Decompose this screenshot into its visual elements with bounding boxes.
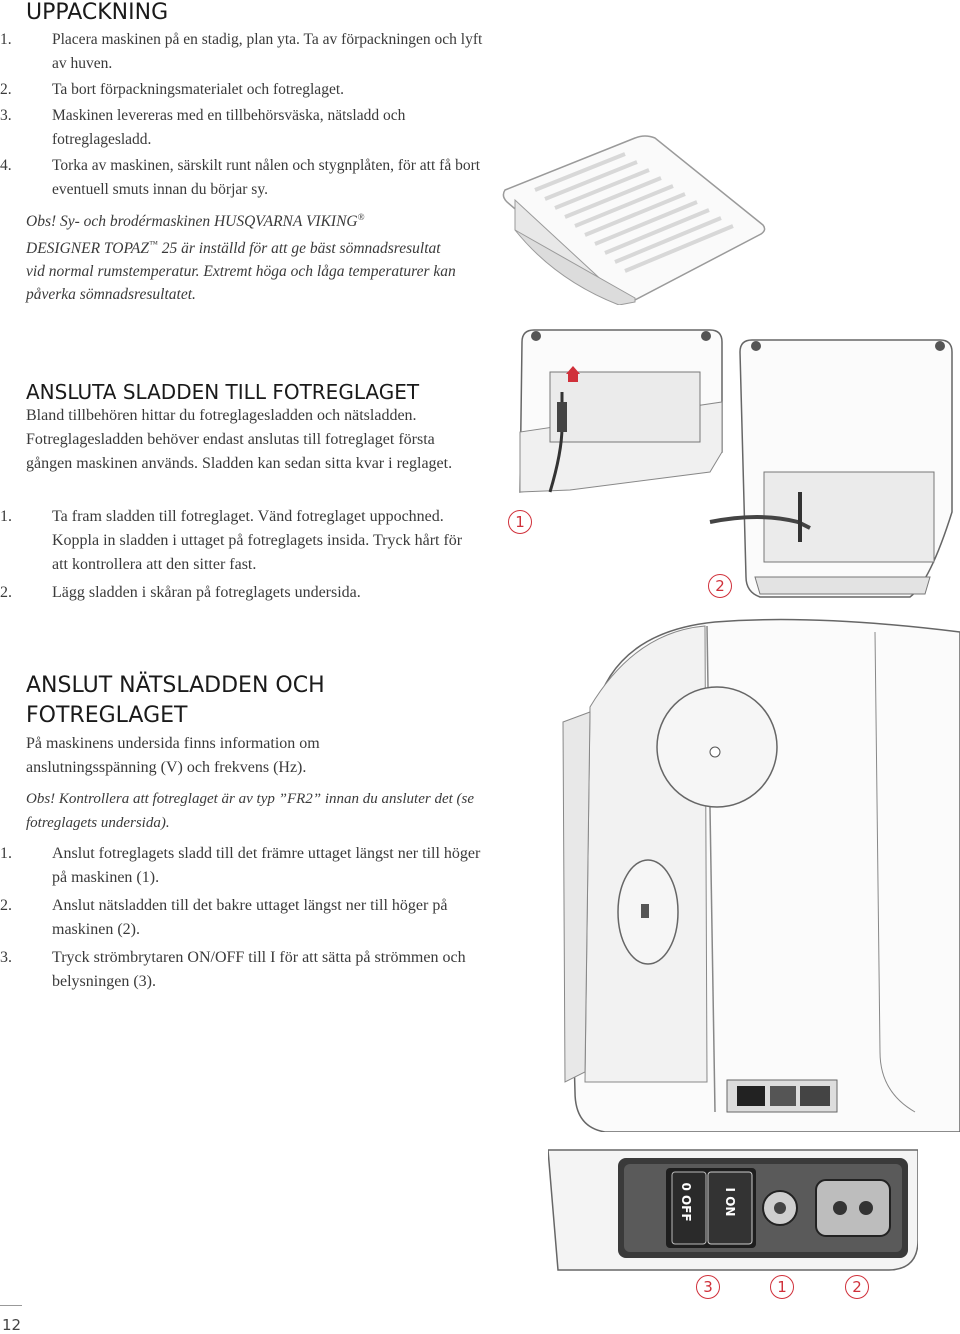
- step-number: 1.: [0, 31, 12, 48]
- list-item: [0, 78, 486, 102]
- section-heading-uppackning: UPPACKNING: [26, 0, 169, 25]
- foot-control-illustration: [495, 130, 775, 305]
- note-text: Obs! Sy- och brodérmaskinen HUSQVARNA VIKING: [26, 213, 358, 231]
- unpack-note: [26, 206, 496, 306]
- foot-control-underside-illustration: [510, 322, 960, 607]
- cord-intro-paragraph: Bland tillbehören hittar du fotreglagesladden och nätsladden. Fotreglagesladden behöver endast anslutas till fotreglaget första gången maskinen används. Sladden kan sedan sitta kvar i reglaget.: [26, 407, 453, 472]
- step-text: Maskinen levereras med en tillbehörsväska, nätsladd och fotreglagesladd.: [52, 107, 406, 148]
- note-text: påverka sömnadsresultatet.: [26, 286, 196, 304]
- power-step-list: [0, 842, 486, 994]
- heading-line: FOTREGLAGET: [26, 703, 188, 728]
- list-item: [0, 104, 486, 152]
- step-text: Placera maskinen på en stadig, plan yta. Ta av förpackningen och lyft av huven.: [52, 31, 483, 72]
- unpack-step-list: [0, 28, 486, 202]
- note-text: vid normal rumstemperatur. Extremt höga och låga temperaturer kan: [26, 263, 456, 281]
- callout-3-power-switch: 3: [696, 1275, 720, 1299]
- step-number: 3.: [0, 107, 12, 124]
- step-text: Ta bort förpackningsmaterialet och fotreglaget.: [52, 81, 345, 98]
- list-item: [0, 946, 486, 994]
- list-item: [0, 28, 486, 76]
- step-number: 4.: [0, 157, 12, 174]
- note-text: 25 är inställd för att ge bäst sömnadsresultat: [157, 240, 441, 258]
- step-text: Anslut fotreglagets sladd till det främre uttaget längst ner till höger på maskinen (1).: [52, 845, 481, 886]
- step-number: 3.: [0, 949, 12, 966]
- list-item: [0, 505, 466, 577]
- list-item: [0, 154, 486, 202]
- step-text: Lägg sladden i skåran på fotreglagets undersida.: [52, 584, 361, 601]
- step-number: 2.: [0, 81, 12, 98]
- list-item: [0, 842, 486, 890]
- callout-2-foot-control: 2: [708, 574, 732, 598]
- step-text: Ta fram sladden till fotreglaget. Vänd fotreglaget uppochned. Koppla in sladden i uttaget på fotreglagets insida. Tryck hårt för att kontrollera att den sitter fast.: [52, 508, 463, 573]
- callout-2-power-socket: 2: [845, 1275, 869, 1299]
- step-number: 1.: [0, 845, 12, 862]
- switch-off-label: 0 OFF: [679, 1182, 693, 1222]
- power-note: Obs! Kontrollera att fotreglaget är av typ ”FR2” innan du ansluter det (se fotreglagets undersida).: [26, 791, 475, 831]
- note-text: DESIGNER TOPAZ: [26, 240, 150, 258]
- page-number: 12: [2, 1316, 22, 1334]
- step-text: Anslut nätsladden till det bakre uttaget längst ner till höger på maskinen (2).: [52, 897, 448, 938]
- cord-step-list: [0, 505, 466, 605]
- callout-1-foot-control: 1: [508, 510, 532, 534]
- sewing-machine-side-illustration: [555, 612, 960, 1132]
- step-number: 2.: [0, 584, 12, 601]
- trademark-mark: ™: [149, 239, 158, 250]
- callout-1-footcontrol-socket: 1: [770, 1275, 794, 1299]
- step-number: 2.: [0, 897, 12, 914]
- switch-on-label: I ON: [723, 1187, 737, 1217]
- power-intro-paragraph: På maskinens undersida finns information om anslutningsspänning (V) och frekvens (Hz).: [26, 735, 320, 776]
- section-heading-anslut-natsladden: [26, 671, 325, 731]
- list-item: [0, 581, 466, 605]
- heading-line: ANSLUT NÄTSLADDEN OCH: [26, 673, 325, 698]
- page-number-rule: [0, 1305, 22, 1306]
- section-heading-ansluta-sladden: ANSLUTA SLADDEN TILL FOTREGLAGET: [26, 380, 420, 404]
- registered-mark: ®: [357, 212, 365, 222]
- step-text: Tryck strömbrytaren ON/OFF till I för att sätta på strömmen och belysningen (3).: [52, 949, 466, 990]
- step-text: Torka av maskinen, särskilt runt nålen och stygnplåten, för att få bort eventuell smuts innan du börjar sy.: [52, 157, 481, 198]
- step-number: 1.: [0, 508, 12, 525]
- list-item: [0, 894, 486, 942]
